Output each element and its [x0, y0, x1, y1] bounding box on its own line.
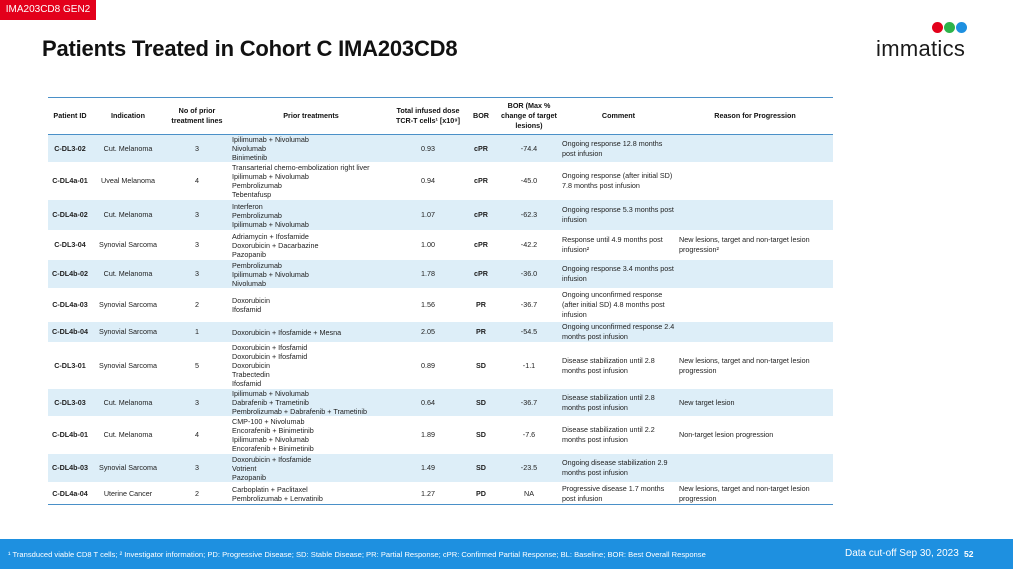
cell-bor: cPR	[474, 240, 488, 249]
cell-indication: Cut. Melanoma	[103, 397, 153, 407]
cell-prior-treatments: Doxorubicin + Ifosfamide + Mesna	[232, 327, 342, 337]
cell-dose: 1.07	[421, 210, 435, 219]
cell-comment: Ongoing response 5.3 months post infusion	[562, 205, 674, 224]
cell-bor: cPR	[474, 269, 488, 278]
cell-patient-id: C-DL3-03	[54, 397, 86, 407]
logo-wordmark: immatics	[876, 36, 966, 61]
header-patient-id: Patient ID	[53, 111, 87, 120]
cell-prior-lines: 2	[195, 300, 199, 309]
cell-indication: Cut. Melanoma	[103, 143, 153, 153]
cell-prior-treatments: Doxorubicin + Ifosfamid Doxorubicin + Ifosfamid Doxorubicin Trabectedin Ifosfamid	[232, 343, 308, 388]
table-row	[48, 483, 833, 505]
cell-prior-lines: 3	[195, 240, 199, 249]
cell-patient-id: C-DL4a-03	[52, 300, 88, 309]
patients-table	[48, 97, 833, 505]
footnote: ¹ Transduced viable CD8 T cells; ² Investigator information; PD: Progressive Disease; SD: Stable Disease; PR: Partial Response; cPR: Confirmed Partial Response; BL: Baseline; BOR: Best Overall Response	[8, 550, 706, 559]
cell-prior-treatments: Carboplatin + Paclitaxel Pembrolizumab + Lenvatinib	[232, 484, 323, 503]
cell-dose: 1.89	[421, 430, 435, 439]
cell-dose: 2.05	[421, 327, 435, 336]
cell-dose: 0.94	[421, 176, 435, 185]
cell-bor-change: -45.0	[520, 176, 538, 185]
cell-dose: 1.27	[421, 488, 435, 498]
cell-comment: Disease stabilization until 2.8 months post infusion	[562, 392, 655, 412]
cell-bor-change: -36.0	[520, 269, 538, 278]
table-row	[48, 322, 833, 343]
cell-comment: Ongoing unconfirmed response 2.4 months post infusion	[562, 322, 675, 341]
cell-dose: 1.78	[421, 269, 435, 278]
table-row	[48, 343, 833, 389]
cell-prior-treatments: Doxorubicin + Ifosfamide Votrient Pazopanib	[232, 454, 312, 482]
cell-indication: Synovial Sarcoma	[99, 240, 157, 249]
cell-prior-treatments: CMP-100 + Nivolumab Encorafenib + Binimetinib Ipilimumab + Nivolumab Encorafenib + Binimetinib	[232, 417, 314, 453]
cell-prior-treatments: Pembrolizumab Ipilimumab + Nivolumab Nivolumab	[232, 260, 309, 288]
cell-progression: New lesions, target and non-target lesion progression²	[679, 235, 810, 254]
cell-prior-treatments: Interferon Pembrolizumab Ipilimumab + Nivolumab	[232, 201, 309, 229]
cell-prior-treatments: Ipilimumab + Nivolumab Nivolumab Binimetinib	[232, 135, 309, 162]
table-row	[48, 135, 833, 163]
header-indication: Indication	[111, 111, 145, 120]
patients-table-container	[48, 97, 833, 505]
cell-comment: Progressive disease 1.7 months post infusion	[562, 483, 665, 503]
cell-bor: SD	[476, 430, 486, 439]
cell-indication: Synovial Sarcoma	[99, 300, 157, 309]
cell-bor-change: -7.6	[522, 430, 536, 439]
cell-dose: 1.00	[421, 240, 435, 249]
cell-dose: 0.93	[421, 143, 435, 153]
cell-prior-treatments: Ipilimumab + Nivolumab Dabrafenib + Trametinib Pembrolizumab + Dabrafenib + Trametinib	[232, 389, 368, 416]
cell-indication: Synovial Sarcoma	[99, 360, 157, 370]
table-body	[48, 135, 833, 505]
cell-bor: SD	[476, 397, 486, 407]
cell-patient-id: C-DL4a-04	[52, 488, 88, 498]
cell-bor-change: -36.7	[520, 300, 538, 309]
cell-patient-id: C-DL4b-02	[52, 269, 88, 278]
cell-prior-treatments: Transarterial chemo-embolization right liver Ipilimumab + Nivolumab Pembrolizumab Tebentafusp	[232, 163, 370, 199]
cell-patient-id: C-DL4a-02	[52, 210, 88, 219]
cell-patient-id: C-DL4b-01	[52, 430, 88, 439]
cell-prior-lines: 5	[195, 360, 199, 370]
cell-bor-change: -42.2	[520, 240, 538, 249]
deck-tag-badge: IMA203CD8 GEN2	[0, 0, 96, 20]
cell-indication: Cut. Melanoma	[103, 269, 153, 278]
cell-comment: Disease stabilization until 2.2 months post infusion	[562, 425, 655, 444]
cell-bor-change: -62.3	[520, 210, 538, 219]
cell-bor-change: -74.4	[520, 143, 538, 153]
cell-bor-change: -36.7	[520, 397, 538, 407]
cell-indication: Synovial Sarcoma	[99, 327, 157, 336]
cell-progression	[677, 322, 833, 343]
cell-bor: cPR	[474, 210, 488, 219]
cell-bor-change: -23.5	[520, 463, 538, 472]
cell-dose: 0.64	[421, 397, 435, 407]
cell-comment: Ongoing disease stabilization 2.9 months post infusion	[562, 458, 668, 477]
cell-bor: PR	[476, 300, 486, 309]
cell-prior-lines: 3	[195, 210, 199, 219]
cell-indication: Uterine Cancer	[103, 488, 153, 498]
data-cutoff: Data cut-off Sep 30, 2023	[845, 548, 959, 559]
cell-comment: Disease stabilization until 2.8 months post infusion	[562, 355, 655, 375]
header-prior-lines: No of prior treatment lines	[171, 106, 223, 125]
cell-comment: Response until 4.9 months post infusion²	[562, 235, 663, 254]
cell-prior-lines: 4	[195, 430, 199, 439]
cell-indication: Cut. Melanoma	[103, 210, 153, 219]
cell-comment: Ongoing response 12.8 months post infusion	[562, 138, 663, 158]
cell-prior-treatments: Adriamycin + Ifosfamide Doxorubicin + Dacarbazine Pazopanib	[232, 231, 319, 259]
cell-patient-id: C-DL4a-01	[52, 176, 88, 185]
cell-indication: Cut. Melanoma	[103, 430, 153, 439]
cell-prior-lines: 3	[195, 463, 199, 472]
cell-bor: PR	[476, 327, 486, 336]
cell-prior-lines: 3	[195, 397, 199, 407]
table-row	[48, 454, 833, 483]
header-progression: Reason for Progression	[714, 111, 796, 120]
table-row	[48, 163, 833, 200]
cell-dose: 1.49	[421, 463, 435, 472]
cell-prior-lines: 2	[195, 488, 199, 498]
cell-bor: cPR	[474, 176, 488, 185]
cell-prior-lines: 3	[195, 143, 199, 153]
table-row	[48, 231, 833, 260]
header-dose: Total infused dose TCR-T cells¹ [x10⁹]	[395, 106, 461, 125]
table-row	[48, 389, 833, 417]
cell-indication: Synovial Sarcoma	[99, 463, 157, 472]
cell-patient-id: C-DL4b-04	[52, 327, 88, 336]
table-row	[48, 200, 833, 231]
cell-bor-change: -1.1	[522, 360, 536, 370]
cell-prior-lines: 1	[195, 327, 199, 336]
table-header-row	[48, 98, 833, 135]
header-bor-change: BOR (Max % change of target lesions)	[501, 101, 557, 130]
immatics-logo	[874, 18, 986, 62]
cell-comment: Ongoing response 3.4 months post infusion	[562, 264, 674, 283]
footer-bar	[0, 539, 1013, 569]
cell-patient-id: C-DL4b-03	[52, 463, 88, 472]
cell-comment: Ongoing unconfirmed response (after initial SD) 4.8 months post infusion	[562, 290, 665, 319]
header-comment: Comment	[601, 111, 636, 120]
cell-prior-lines: 3	[195, 269, 199, 278]
cell-progression	[677, 260, 833, 289]
cell-bor: cPR	[474, 143, 488, 153]
slide-title: Patients Treated in Cohort C IMA203CD8	[42, 36, 458, 61]
table-row	[48, 417, 833, 454]
cell-bor-change: -54.5	[520, 327, 538, 336]
table-row	[48, 260, 833, 289]
logo-dot-green	[944, 22, 955, 33]
header-bor: BOR	[473, 111, 489, 120]
cell-prior-treatments: Doxorubicin Ifosfamid	[232, 296, 270, 314]
cell-bor-change: NA	[524, 488, 534, 498]
cell-patient-id: C-DL3-01	[54, 360, 86, 370]
cell-progression: New lesions, target and non-target lesion progression	[679, 355, 810, 375]
cell-progression	[677, 200, 833, 231]
cell-prior-lines: 4	[195, 176, 199, 185]
table-row	[48, 289, 833, 322]
cell-bor: SD	[476, 360, 486, 370]
cell-progression	[677, 163, 833, 200]
cell-progression: New lesions, target and non-target lesion progression	[679, 483, 810, 503]
cell-patient-id: C-DL3-02	[54, 143, 86, 153]
page-number: 52	[964, 549, 974, 559]
cell-progression	[677, 289, 833, 322]
cell-bor: PD	[476, 488, 486, 498]
cell-progression: New target lesion	[679, 397, 735, 407]
logo-dot-blue	[956, 22, 967, 33]
logo-dot-red	[932, 22, 943, 33]
cell-dose: 0.89	[421, 360, 435, 370]
cell-bor: SD	[476, 463, 486, 472]
cell-comment: Ongoing response (after initial SD) 7.8 months post infusion	[562, 171, 673, 190]
cell-progression	[677, 135, 833, 163]
cell-progression	[677, 454, 833, 483]
cell-patient-id: C-DL3-04	[54, 240, 86, 249]
cell-progression: Non-target lesion progression	[679, 430, 774, 439]
cell-indication: Uveal Melanoma	[101, 176, 155, 185]
cell-dose: 1.56	[421, 300, 435, 309]
header-prior-treatments: Prior treatments	[283, 111, 339, 120]
